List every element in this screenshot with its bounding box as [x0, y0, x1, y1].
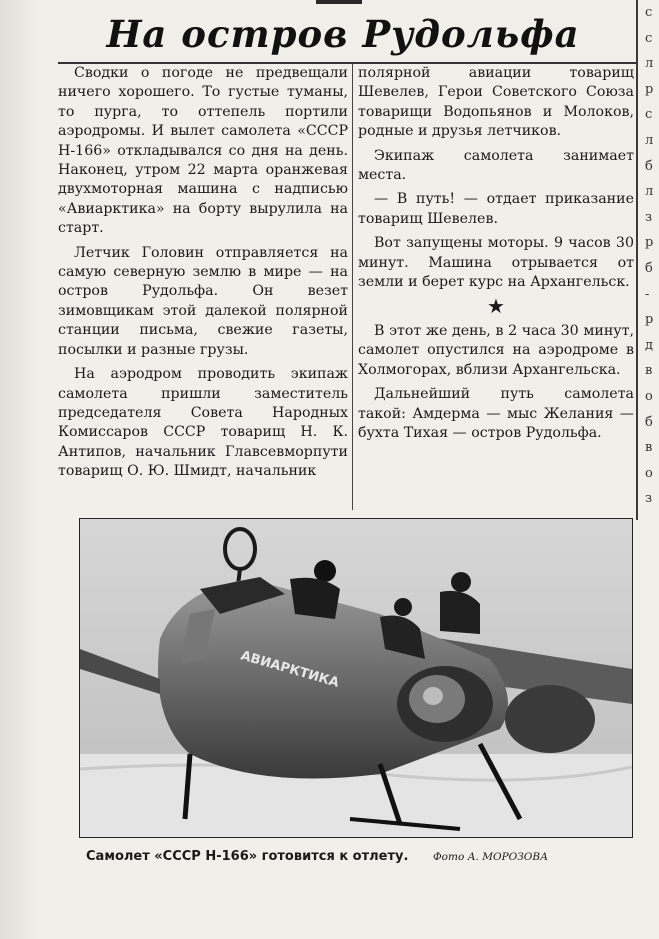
- fragment: з: [645, 491, 653, 507]
- fragment: л: [645, 184, 654, 200]
- fragment: д: [645, 337, 654, 353]
- fragment: с: [645, 107, 653, 123]
- paragraph: Летчик Головин отправляется на самую северную землю в мире — на остров Рудольфа. Он везет зимовщикам этой далекой полярной станции письма, свежие газеты, посылки и разные грузы.: [58, 244, 348, 358]
- paragraph: — В путь! — отдает приказание товарищ Шевелев.: [358, 191, 634, 227]
- fragment: р: [645, 235, 654, 251]
- article-column-2: [358, 64, 634, 448]
- fragment: с: [645, 5, 653, 20]
- fragment: о: [645, 388, 653, 404]
- fragment: -: [645, 286, 650, 302]
- fuselage-lettering: АВИАРКТИКА: [238, 648, 341, 691]
- paragraph: В этот же день, в 2 часа 30 минут, самолет опустился на аэродроме в Холмогорах, вблизи Архангельска.: [358, 322, 634, 378]
- paragraph: Сводки о погоде не предвещали ничего хорошего. То густые туманы, то пурга, то оттепель портили аэродромы. И вылет самолета «СССР Н-166» откладывался со дня на день. Наконец, утром 22 марта оранжевая двухмоторная машина с надписью «Авиарктика» на борту вырулила на старт.: [58, 65, 348, 237]
- paragraph: Экипаж самолета занимает места.: [358, 147, 634, 184]
- fragment: л: [645, 132, 654, 148]
- fragment: о: [645, 465, 653, 481]
- paragraph: полярной авиации товарищ Шевелев, Герои Советского Союза товарищи Водопьянов и Молоков, родные и друзья летчиков.: [358, 65, 634, 140]
- fragment: з: [645, 209, 653, 225]
- photo-caption: [86, 849, 646, 869]
- paragraph: Вот запущены моторы. 9 часов 30 минут. Машина отрывается от земли и берет курс на Архангельск.: [358, 235, 634, 291]
- top-ornament: [316, 0, 362, 4]
- caption-text: Самолет «СССР Н-166» готовится к отлету.: [86, 849, 409, 864]
- right-column-rule: [636, 0, 638, 520]
- fragment: б: [645, 260, 653, 276]
- adjacent-article-strip: [642, 0, 659, 520]
- column-divider: [352, 64, 353, 510]
- fragment: р: [645, 81, 654, 97]
- fragment: в: [645, 363, 653, 379]
- star-separator-icon: ★: [487, 294, 505, 319]
- fragment: б: [645, 158, 653, 174]
- page-edge: [0, 0, 40, 939]
- aircraft-photo: [79, 518, 633, 838]
- fragment: б: [645, 414, 653, 430]
- fragment: в: [645, 440, 653, 456]
- paragraph: Дальнейший путь самолета такой: Амдерма — мыс Желания — бухта Тихая — остров Рудольфа.: [358, 386, 634, 441]
- photo-credit: Фото А. МОРОЗОВА: [432, 851, 549, 863]
- fragment: с: [645, 30, 653, 46]
- article-headline: На остров Рудольфа: [106, 12, 580, 56]
- article-column-1: [58, 64, 348, 487]
- fragment: л: [645, 56, 654, 72]
- paragraph: На аэродром проводить экипаж самолета пришли заместитель председателя Совета Народных Комиссаров СССР товарищ Н. К. Антипов, начальник Главсевморпути товарищ О. Ю. Шмидт, начальник: [58, 366, 348, 480]
- fragment: р: [645, 312, 654, 328]
